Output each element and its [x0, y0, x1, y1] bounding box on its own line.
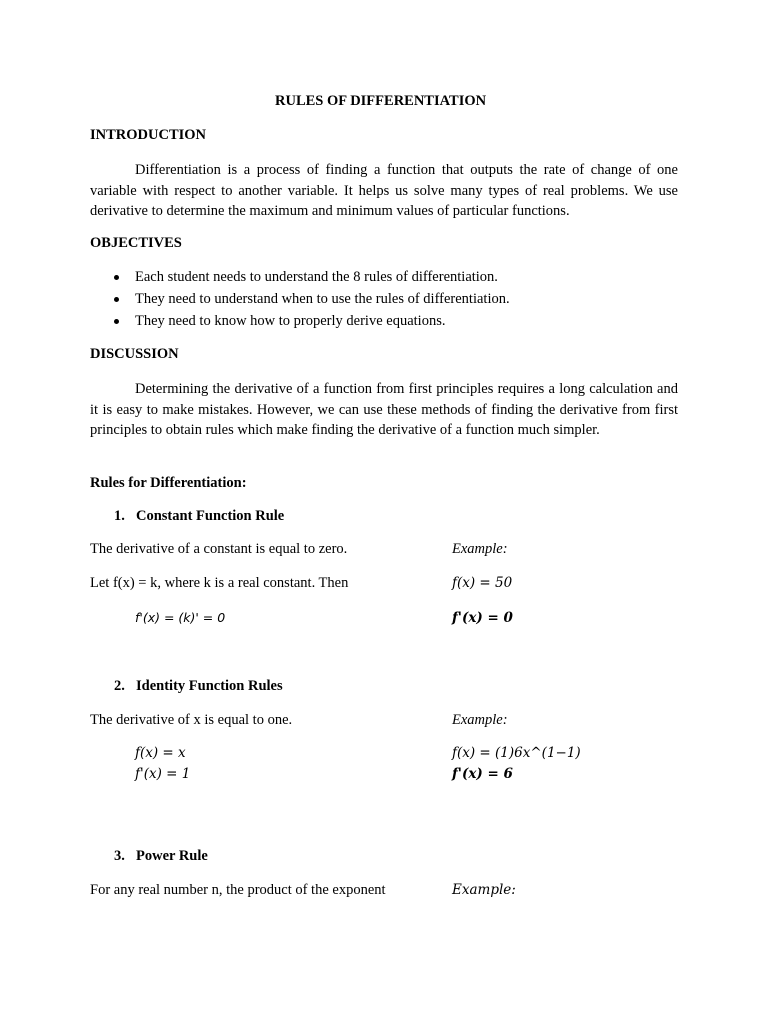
rule-number: 3. [114, 848, 125, 864]
rule-number: 2. [114, 678, 125, 694]
example-line: f'(x) = 0 [452, 610, 513, 626]
rule-description: For any real number n, the product of the exponent [90, 882, 386, 898]
discussion-heading: DISCUSSION [90, 346, 179, 362]
objective-item: They need to know how to properly derive equations. [135, 313, 446, 329]
rule-description: The derivative of a constant is equal to zero. [90, 541, 348, 557]
example-label: Example: [452, 541, 508, 557]
example-label: Example: [452, 712, 508, 728]
example-line: f(x) = (1)6x^(1−1) [452, 745, 581, 761]
objectives-heading: OBJECTIVES [90, 235, 182, 251]
introduction-heading: INTRODUCTION [90, 127, 207, 143]
example-line: f'(x) = 6 [452, 766, 513, 782]
rule-formula: f(x) = x [135, 745, 186, 761]
rule-name: Identity Function Rules [136, 678, 283, 694]
bullet-icon [114, 275, 119, 280]
rule-number: 1. [114, 508, 125, 524]
introduction-text: Differentiation is a process of finding a function that outputs the rate of change of one variable with respect to another variable. It helps us solve many types of real problems. We use derivative to determine the maximum and minimum values of particular functions. [90, 162, 678, 219]
example-label: Example: [452, 882, 516, 898]
discussion-text: Determining the derivative of a function from first principles requires a long calculation and it is easy to make mistakes. However, we can use these methods of finding the derivative from first principles to obtain rules which make finding the derivative of a function much simpler. [90, 381, 678, 438]
bullet-icon [114, 319, 119, 324]
rule-description: The derivative of x is equal to one. [90, 712, 293, 728]
rule-formula: f'(x) = 1 [135, 766, 191, 782]
objective-item: Each student needs to understand the 8 rules of differentiation. [135, 269, 498, 285]
rule-let-text: Let f(x) = k, where k is a real constant. Then [90, 575, 349, 591]
rule-formula: f'(x) = (k)' = 0 [135, 610, 226, 625]
rule-name: Constant Function Rule [136, 508, 285, 524]
page-title: RULES OF DIFFERENTIATION [275, 93, 487, 109]
example-line: f(x) = 50 [452, 575, 513, 591]
bullet-icon [114, 297, 119, 302]
rules-heading: Rules for Differentiation: [90, 475, 247, 491]
objective-item: They need to understand when to use the rules of differentiation. [135, 291, 510, 307]
rule-name: Power Rule [136, 848, 208, 864]
